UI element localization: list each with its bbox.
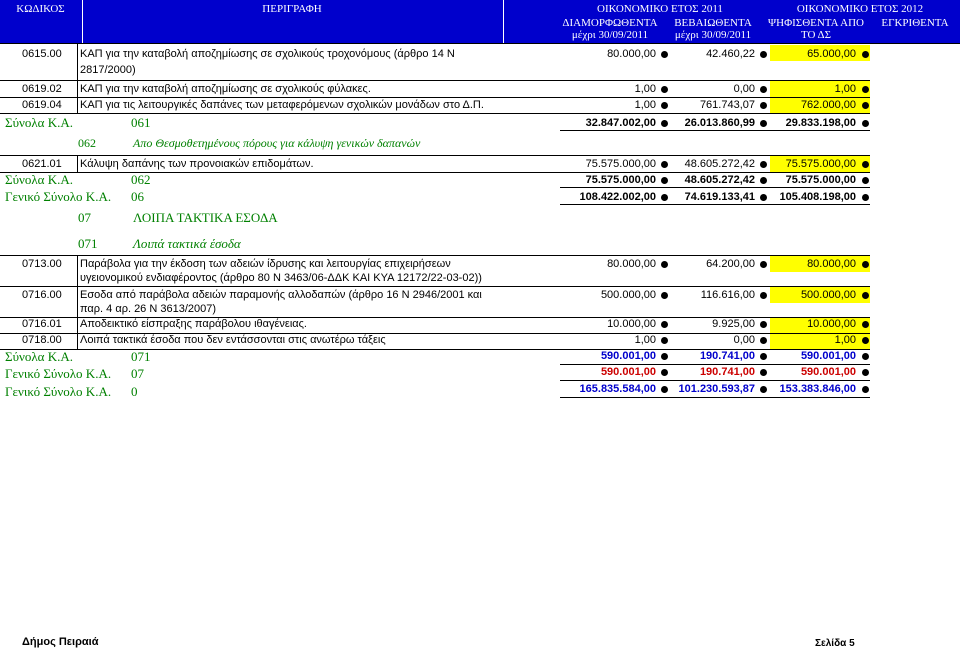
euro-icon (862, 86, 869, 93)
total-code: 062 (131, 172, 151, 187)
header-year-2011: ΟΙΚΟΝΟΜΙΚΟ ΕΤΟΣ 2011 (597, 3, 723, 15)
total-value-shaped: 590.001,00 (600, 350, 656, 362)
row-description: Λοιπά τακτικά έσοδα που δεν εντάσσονται στις ανωτέρω τάξεις (80, 334, 386, 346)
total-value-shaped: 75.575.000,00 (585, 174, 656, 186)
row-code: 0713.00 (22, 258, 62, 270)
euro-icon (760, 292, 767, 299)
footer-org: Δήμος Πειραιά (22, 636, 99, 648)
row-value-certified: 9.925,00 (712, 318, 755, 330)
euro-icon (661, 51, 668, 58)
total-value-voted: 590.001,00 (800, 366, 856, 378)
row-value-certified: 48.605.272,42 (684, 158, 755, 170)
total-label: Σύνολα Κ.Α. (5, 172, 74, 187)
row-value-shaped: 500.000,00 (600, 289, 656, 301)
row-value-shaped: 75.575.000,00 (585, 158, 656, 170)
euro-icon (760, 194, 767, 201)
header-year-2012: ΟΙΚΟΝΟΜΙΚΟ ΕΤΟΣ 2012 (796, 3, 924, 15)
section-title: Απο Θεσμοθετημένους πόρους για κάλυψη γενικών δαπανών (133, 136, 421, 150)
euro-icon (760, 369, 767, 376)
euro-icon (862, 161, 869, 168)
euro-icon (862, 51, 869, 58)
euro-icon (661, 337, 668, 344)
euro-icon (862, 120, 869, 127)
section-code: 071 (78, 236, 98, 251)
row-value-voted: 1,00 (834, 334, 856, 346)
grand-total-label: Γενικό Σύνολο Κ.Α. (5, 189, 112, 204)
euro-icon (862, 321, 869, 328)
euro-icon (862, 386, 869, 393)
row-code: 0615.00 (22, 48, 62, 60)
grand-total-code: 06 (131, 189, 144, 204)
row-code: 0716.01 (22, 318, 62, 330)
row-value-certified: 761.743,07 (699, 99, 755, 111)
row-description: Αποδεικτικό είσπραξης παράβολου ιθαγένειας. (80, 318, 307, 330)
row-description: Παράβολα για την έκδοση των αδειών ίδρυσης και λειτουργίας επιχειρήσεων (80, 258, 451, 270)
total-value-certified: 190.741,00 (699, 350, 755, 362)
euro-icon (862, 102, 869, 109)
euro-icon (760, 161, 767, 168)
euro-icon (661, 321, 668, 328)
euro-icon (862, 369, 869, 376)
total-value-certified: 26.013.860,99 (684, 117, 755, 129)
row-description: Κάλυψη δαπάνης των προνοιακών επιδομάτων. (80, 158, 314, 170)
grand-total-label: Γενικό Σύνολο Κ.Α. (5, 384, 112, 399)
euro-icon (661, 86, 668, 93)
row-value-voted: 500.000,00 (800, 289, 856, 301)
euro-icon (760, 353, 767, 360)
total-value-shaped: 108.422.002,00 (579, 191, 656, 203)
euro-icon (760, 51, 767, 58)
row-value-voted: 1,00 (834, 83, 856, 95)
row-value-shaped: 1,00 (634, 83, 656, 95)
row-description-2: παρ. 4 αρ. 26 Ν 3613/2007) (80, 303, 217, 315)
row-value-shaped: 80.000,00 (607, 48, 656, 60)
total-value-certified: 74.619.133,41 (684, 191, 755, 203)
row-value-certified: 0,00 (733, 334, 755, 346)
total-value-certified: 101.230.593,87 (678, 383, 755, 395)
row-value-certified: 42.460,22 (706, 48, 755, 60)
euro-icon (760, 120, 767, 127)
row-value-voted: 65.000,00 (807, 48, 856, 60)
header-code: ΚΩΔΙΚΟΣ (16, 3, 65, 15)
euro-icon (661, 261, 668, 268)
euro-icon (661, 292, 668, 299)
row-value-shaped: 1,00 (634, 334, 656, 346)
row-value-shaped: 10.000,00 (607, 318, 656, 330)
euro-icon (661, 161, 668, 168)
row-code: 0716.00 (22, 289, 62, 301)
total-code: 061 (131, 115, 151, 130)
total-label: Σύνολα Κ.Α. (5, 115, 74, 130)
euro-icon (661, 194, 668, 201)
row-value-certified: 64.200,00 (706, 258, 755, 270)
grand-total-label: Γενικό Σύνολο Κ.Α. (5, 366, 112, 381)
total-code: 071 (131, 349, 151, 364)
footer-page: Σελίδα 5 (815, 638, 855, 649)
euro-icon (661, 102, 668, 109)
row-value-certified: 0,00 (733, 83, 755, 95)
total-value-voted: 29.833.198,00 (785, 117, 856, 129)
row-code: 0621.01 (22, 158, 62, 170)
row-description-2: 2817/2000) (80, 64, 136, 76)
header-certified: ΒΕΒΑΙΩΘΕΝΤΑ (674, 17, 752, 29)
row-value-voted: 762.000,00 (800, 99, 856, 111)
total-value-shaped: 32.847.002,00 (585, 117, 656, 129)
euro-icon (760, 337, 767, 344)
euro-icon (760, 102, 767, 109)
total-value-certified: 48.605.272,42 (684, 174, 755, 186)
total-value-shaped: 590.001,00 (600, 366, 656, 378)
total-value-voted: 153.383.846,00 (779, 383, 856, 395)
euro-icon (760, 321, 767, 328)
euro-icon (862, 337, 869, 344)
row-code: 0718.00 (22, 334, 62, 346)
header-until-2: μέχρι 30/09/2011 (674, 29, 752, 41)
total-value-voted: 75.575.000,00 (785, 174, 856, 186)
row-value-voted: 80.000,00 (807, 258, 856, 270)
euro-icon (862, 261, 869, 268)
euro-icon (661, 386, 668, 393)
header-voted: ΨΗΦΙΣΘΕΝΤΑ ΑΠΟ (768, 17, 864, 29)
total-value-certified: 190.741,00 (699, 366, 755, 378)
euro-icon (760, 86, 767, 93)
table-header (0, 0, 960, 43)
row-description: Εσοδα από παράβολα αδειών παραμονής αλλοδαπών (άρθρο 16 Ν 2946/2001 και (80, 289, 482, 301)
row-value-shaped: 1,00 (634, 99, 656, 111)
row-value-certified: 116.616,00 (700, 289, 755, 301)
row-description: ΚΑΠ για την καταβολή αποζημίωσης σε σχολικούς φύλακες. (80, 83, 371, 95)
section-code: 062 (78, 136, 96, 150)
grand-total-code: 0 (131, 384, 138, 399)
euro-icon (661, 353, 668, 360)
row-code: 0619.04 (22, 99, 62, 111)
euro-icon (661, 369, 668, 376)
euro-icon (661, 177, 668, 184)
euro-icon (760, 177, 767, 184)
euro-icon (862, 292, 869, 299)
total-value-voted: 105.408.198,00 (779, 191, 856, 203)
row-value-voted: 75.575.000,00 (785, 158, 856, 170)
euro-icon (862, 353, 869, 360)
total-value-voted: 590.001,00 (800, 350, 856, 362)
row-value-voted: 10.000,00 (807, 318, 856, 330)
euro-icon (760, 386, 767, 393)
row-description-2: υγειονομικού ενδιαφέροντος (άρθρο 80 Ν 3463/06-ΔΔΚ ΚΑΙ ΚΥΑ 12172/22-03-02)) (80, 272, 482, 284)
header-until-1: μέχρι 30/09/2011 (571, 29, 649, 41)
row-code: 0619.02 (22, 83, 62, 95)
section-title: Λοιπά τακτικά έσοδα (133, 236, 241, 251)
section-title: ΛΟΙΠΑ ΤΑΚΤΙΚΑ ΕΣΟΔΑ (133, 210, 278, 225)
euro-icon (760, 261, 767, 268)
row-description: ΚΑΠ για την καταβολή αποζημίωσης σε σχολικούς τροχονόμους (άρθρο 14 Ν (80, 48, 455, 60)
euro-icon (661, 120, 668, 127)
header-shaped: ΔΙΑΜΟΡΦΩΘΕΝΤΑ (562, 17, 658, 29)
row-value-shaped: 80.000,00 (607, 258, 656, 270)
row-description: ΚΑΠ για τις λειτουργικές δαπάνες των μεταφερόμενων σχολικών μονάδων στο Δ.Π. (80, 99, 484, 111)
grand-total-code: 07 (131, 366, 144, 381)
total-value-shaped: 165.835.584,00 (579, 383, 656, 395)
section-code: 07 (78, 210, 91, 225)
euro-icon (862, 177, 869, 184)
header-approved: ΕΓΚΡΙΘΕΝΤΑ (881, 17, 949, 29)
euro-icon (862, 194, 869, 201)
header-voted-2: ΤΟ ΔΣ (800, 29, 832, 41)
total-label: Σύνολα Κ.Α. (5, 349, 74, 364)
header-description: ΠΕΡΙΓΡΑΦΗ (262, 3, 322, 15)
